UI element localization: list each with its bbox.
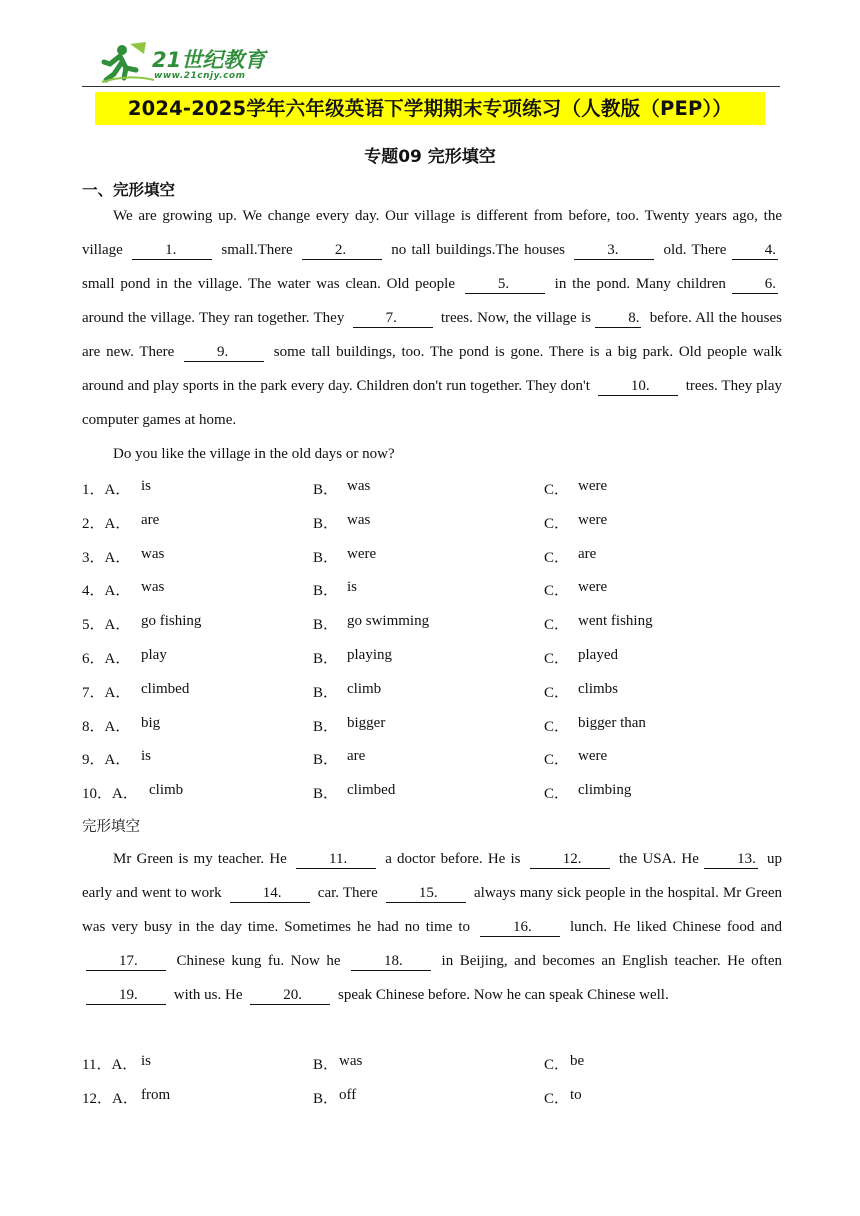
option-c-label: C．: [544, 718, 570, 735]
blank-19: 19.: [86, 986, 166, 1005]
option-a: was: [141, 545, 165, 562]
option-b-label: B．: [313, 752, 339, 769]
section-2-label: 完形填空: [82, 819, 140, 835]
option-c: were: [578, 748, 608, 765]
blank-4: 4.: [732, 241, 778, 260]
option-c: played: [578, 646, 618, 663]
question-row: [82, 1087, 782, 1121]
blank-10: 10.: [598, 377, 678, 396]
question-number: 4．A．: [82, 583, 131, 600]
passage-text: trees. They play computer games at home.: [82, 378, 782, 428]
option-a: play: [141, 646, 167, 663]
option-a: is: [141, 478, 152, 494]
option-c-label: C．: [544, 1057, 570, 1073]
option-b: were: [347, 545, 377, 562]
option-a: are: [141, 511, 160, 528]
question-number: 6．A．: [82, 650, 131, 667]
option-b: playing: [347, 646, 392, 663]
option-a: is: [141, 1053, 152, 1069]
option-c-label: C．: [544, 786, 570, 803]
option-a: climbed: [141, 680, 190, 697]
topic-subtitle: 专题09 完形填空: [364, 147, 496, 167]
option-b-label: B．: [313, 650, 339, 667]
option-a: was: [141, 579, 165, 596]
passage-2: [82, 842, 782, 1012]
blank-13: 13.: [704, 850, 758, 869]
passage-1-question-line: Do you like the village in the old days or now?: [113, 446, 395, 462]
question-number: 9．A．: [82, 752, 131, 769]
passage-text: always many sick people in the hospital. Mr Green was very busy in the day time. Sometimes he had no time to: [82, 885, 782, 935]
option-c-label: C．: [544, 549, 570, 566]
option-c: to: [570, 1086, 582, 1103]
blank-2: 2.: [302, 241, 382, 260]
page-title: 2024-2025学年六年级英语下学期期末专项练习（人教版（PEP））: [127, 97, 733, 120]
option-c: were: [578, 511, 608, 528]
blank-9: 9.: [184, 343, 264, 362]
option-c-label: C．: [544, 583, 570, 600]
option-c: are: [578, 545, 597, 562]
passage-1: [82, 199, 782, 471]
passage-text: We are growing up. We change every day. Our village is different from before, too. Twenty years ago, the village: [82, 208, 782, 258]
options-list-1: [82, 478, 782, 816]
header-divider: [82, 86, 780, 87]
passage-text: Mr Green is my teacher. He: [113, 851, 293, 867]
blank-16: 16.: [480, 918, 560, 937]
question-number: 7．A．: [82, 684, 131, 701]
question-number: 12．A．: [82, 1090, 138, 1107]
option-a: climb: [149, 782, 184, 799]
blank-20: 20.: [250, 986, 330, 1005]
option-b: is: [347, 579, 358, 596]
options-list-2: [82, 1053, 782, 1121]
site-logo: [100, 40, 270, 84]
passage-text: around the village. They ran together. They: [82, 310, 349, 326]
question-number: 2．A．: [82, 515, 131, 532]
option-b-label: B．: [313, 617, 339, 634]
option-a: is: [141, 748, 152, 765]
option-c: went fishing: [578, 613, 653, 630]
passage-text: trees. Now, the village is: [436, 310, 596, 326]
question-row: [82, 647, 782, 681]
option-b: was: [347, 478, 371, 494]
option-b: are: [347, 748, 366, 765]
option-b-label: B．: [313, 1090, 339, 1107]
blank-3: 3.: [574, 241, 654, 260]
option-b: climbed: [347, 782, 396, 799]
passage-text: small pond in the village. The water was clean. Old people: [82, 276, 461, 292]
option-b: off: [339, 1086, 357, 1103]
blank-1: 1.: [132, 241, 212, 260]
passage-text: in Beijing, and becomes an English teacher. He often: [435, 953, 782, 969]
question-number: 5．A．: [82, 617, 131, 634]
passage-text: small.There: [216, 242, 298, 258]
option-b: was: [339, 1053, 363, 1069]
blank-18: 18.: [351, 952, 431, 971]
question-row: [82, 782, 782, 816]
option-c-label: C．: [544, 482, 570, 498]
question-number: 1．A．: [82, 482, 131, 498]
passage-text: up early and went to work: [82, 851, 783, 901]
option-c-label: C．: [544, 617, 570, 634]
option-c-label: C．: [544, 684, 570, 701]
question-number: 11．A．: [82, 1057, 138, 1073]
option-c: were: [578, 478, 608, 494]
question-row: [82, 613, 782, 647]
question-number: 10．A．: [82, 786, 138, 803]
option-c: were: [578, 579, 608, 596]
runner-logo-icon: [100, 40, 156, 84]
option-a: go fishing: [141, 613, 202, 630]
option-b-label: B．: [313, 515, 339, 532]
blank-11: 11.: [296, 850, 376, 869]
logo-url-text: www.21cnjy.com: [154, 71, 246, 81]
option-c-label: C．: [544, 515, 570, 532]
option-b: was: [347, 511, 371, 528]
blank-5: 5.: [465, 275, 545, 294]
section-heading: 一、完形填空: [82, 181, 176, 199]
question-row: [82, 478, 782, 512]
passage-text: car. There: [313, 885, 382, 901]
option-b-label: B．: [313, 786, 339, 803]
passage-text: no tall buildings.The houses: [385, 242, 571, 258]
option-c-label: C．: [544, 1090, 570, 1107]
question-row: [82, 748, 782, 782]
option-c: climbs: [578, 680, 618, 697]
option-b: bigger: [347, 714, 386, 731]
blank-14: 14.: [230, 884, 310, 903]
passage-1-paragraph: [82, 199, 782, 437]
option-b: go swimming: [347, 613, 430, 630]
option-b-label: B．: [313, 583, 339, 600]
option-c: bigger than: [578, 714, 646, 731]
passage-text: old. There: [658, 242, 732, 258]
passage-2-paragraph: [82, 842, 782, 1012]
question-row: [82, 681, 782, 715]
option-b: climb: [347, 680, 382, 697]
question-row: [82, 715, 782, 749]
option-c-label: C．: [544, 752, 570, 769]
option-b-label: B．: [313, 549, 339, 566]
blank-17: 17.: [86, 952, 166, 971]
question-row: [82, 1053, 782, 1087]
passage-text: the USA. He: [613, 851, 705, 867]
logo-brand-text: 21世纪教育: [152, 48, 266, 72]
blank-12: 12.: [530, 850, 610, 869]
question-row: [82, 579, 782, 613]
blank-6: 6.: [732, 275, 778, 294]
option-b-label: B．: [313, 718, 339, 735]
passage-text: a doctor before. He is: [380, 851, 526, 867]
question-row: [82, 512, 782, 546]
option-b-label: B．: [313, 1057, 339, 1073]
option-a: big: [141, 714, 161, 731]
passage-text: lunch. He liked Chinese food and: [564, 919, 782, 935]
passage-text: before. All the houses are new. There: [82, 310, 782, 360]
question-number: 8．A．: [82, 718, 131, 735]
passage-text: Chinese kung fu. Now he: [170, 953, 348, 969]
option-c: be: [570, 1053, 585, 1069]
option-b-label: B．: [313, 482, 339, 498]
option-c: climbing: [578, 782, 632, 799]
passage-text: some tall buildings, too. The pond is gone. There is a big park. Old people walk around and play sports in the park every day. Children don't run together. They don't: [82, 344, 782, 394]
blank-7: 7.: [353, 309, 433, 328]
passage-text: speak Chinese before. Now he can speak Chinese well.: [334, 987, 669, 1003]
option-a: from: [141, 1086, 171, 1103]
question-row: [82, 546, 782, 580]
passage-text: with us. He: [170, 987, 247, 1003]
option-b-label: B．: [313, 684, 339, 701]
blank-15: 15.: [386, 884, 466, 903]
passage-text: in the pond. Many children: [548, 276, 732, 292]
question-number: 3．A．: [82, 549, 131, 566]
option-c-label: C．: [544, 650, 570, 667]
blank-8: 8.: [595, 309, 641, 328]
